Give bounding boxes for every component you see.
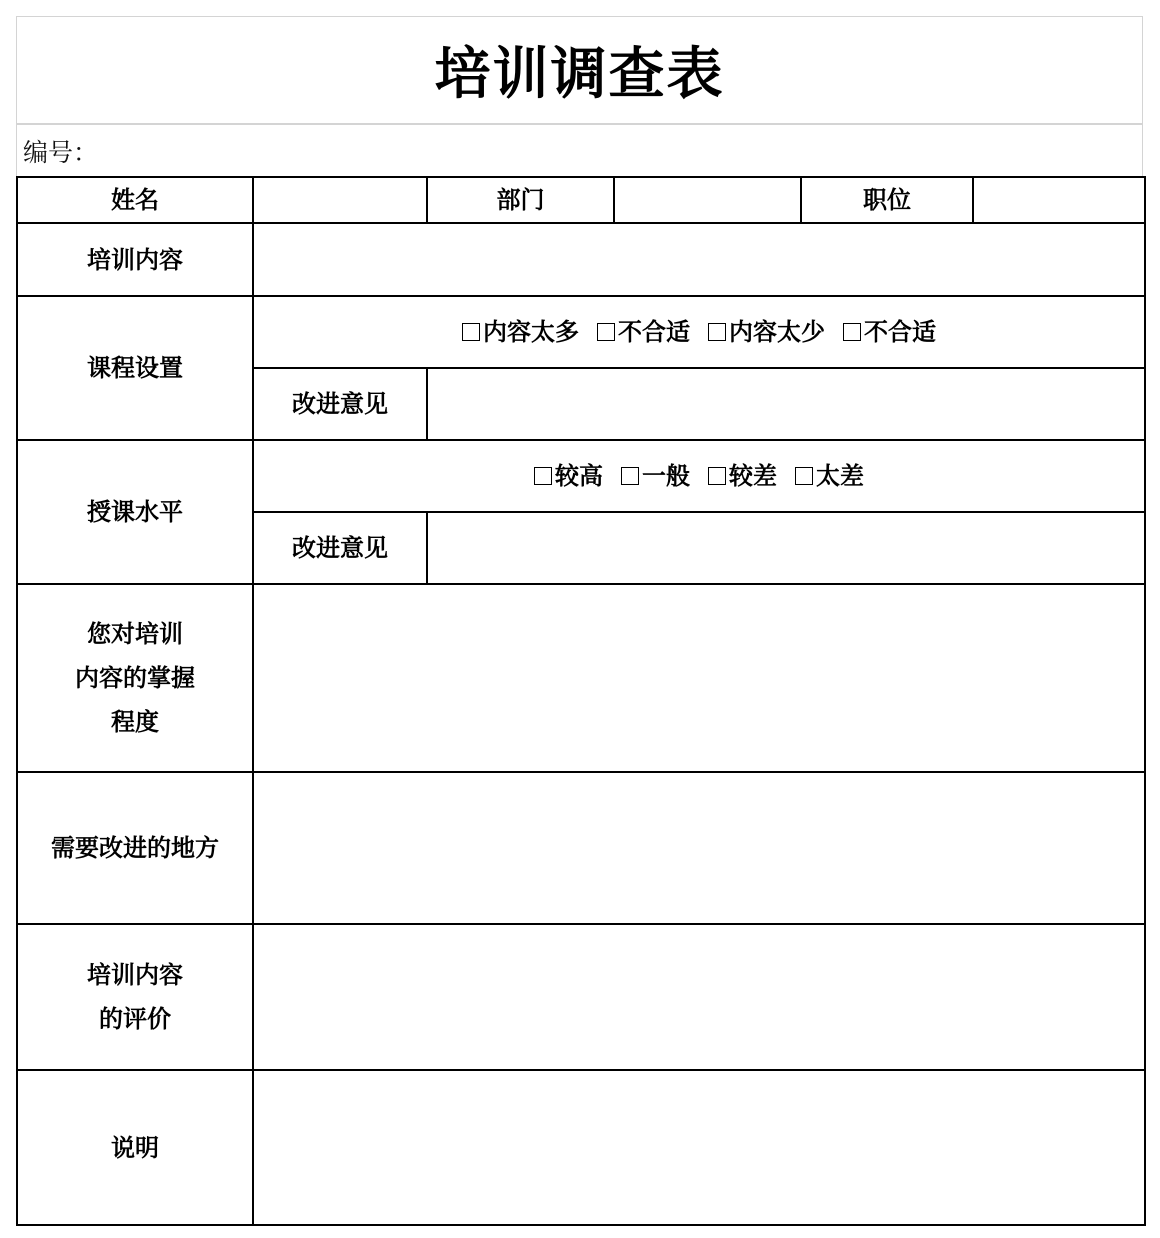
evaluation-field[interactable] xyxy=(253,924,1145,1070)
option-unsuitable-2[interactable]: 不合适 xyxy=(843,310,936,354)
table-row xyxy=(17,177,1145,223)
teaching-improve-label: 改进意见 xyxy=(253,512,427,584)
option-high[interactable]: 较高 xyxy=(534,454,603,498)
option-poor[interactable]: 较差 xyxy=(708,454,777,498)
table-row xyxy=(17,924,1145,1070)
course-improve-field[interactable] xyxy=(427,368,1145,440)
checkbox-icon[interactable] xyxy=(621,467,639,485)
department-field[interactable] xyxy=(614,177,801,223)
option-unsuitable-1[interactable]: 不合适 xyxy=(597,310,690,354)
table-row xyxy=(17,1070,1145,1225)
option-too-little-content[interactable]: 内容太少 xyxy=(708,310,825,354)
name-field[interactable] xyxy=(253,177,427,223)
checkbox-icon[interactable] xyxy=(462,323,480,341)
training-content-label: 培训内容 xyxy=(17,223,253,296)
teaching-improve-field[interactable] xyxy=(427,512,1145,584)
course-improve-label: 改进意见 xyxy=(253,368,427,440)
mastery-label: 您对培训 内容的掌握 程度 xyxy=(17,584,253,772)
form-header-area xyxy=(16,16,1143,176)
training-content-field[interactable] xyxy=(253,223,1145,296)
table-row xyxy=(17,584,1145,772)
course-setting-label: 课程设置 xyxy=(17,296,253,440)
teaching-level-label: 授课水平 xyxy=(17,440,253,584)
position-field[interactable] xyxy=(973,177,1145,223)
table-row xyxy=(17,440,1145,512)
improvements-label: 需要改进的地方 xyxy=(17,772,253,924)
option-very-poor[interactable]: 太差 xyxy=(795,454,864,498)
page-title: 培训调查表 xyxy=(17,17,1142,125)
course-setting-options xyxy=(253,296,1145,368)
checkbox-icon[interactable] xyxy=(597,323,615,341)
department-label: 部门 xyxy=(427,177,614,223)
table-row xyxy=(17,223,1145,296)
survey-table xyxy=(16,176,1146,1226)
table-row xyxy=(17,772,1145,924)
option-too-much-content[interactable]: 内容太多 xyxy=(462,310,579,354)
evaluation-label: 培训内容 的评价 xyxy=(17,924,253,1070)
notes-field[interactable] xyxy=(253,1070,1145,1225)
position-label: 职位 xyxy=(801,177,973,223)
checkbox-icon[interactable] xyxy=(708,323,726,341)
checkbox-icon[interactable] xyxy=(708,467,726,485)
name-label: 姓名 xyxy=(17,177,253,223)
table-row xyxy=(17,296,1145,368)
checkbox-icon[interactable] xyxy=(534,467,552,485)
teaching-level-options xyxy=(253,440,1145,512)
checkbox-icon[interactable] xyxy=(843,323,861,341)
notes-label: 说明 xyxy=(17,1070,253,1225)
option-average[interactable]: 一般 xyxy=(621,454,690,498)
serial-number-label: 编号： xyxy=(23,138,99,167)
checkbox-icon[interactable] xyxy=(795,467,813,485)
improvements-field[interactable] xyxy=(253,772,1145,924)
mastery-field[interactable] xyxy=(253,584,1145,772)
